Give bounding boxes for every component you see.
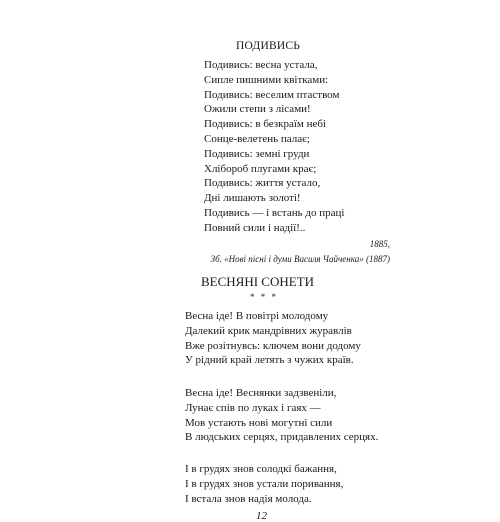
- stanza-line: Весна іде! Веснянки задзвеніли,: [185, 387, 337, 399]
- poem-line: Подивись: життя устало,: [204, 177, 321, 190]
- poem-line: Хлібороб плугами крає;: [204, 162, 317, 175]
- stanza: [185, 309, 361, 368]
- stanza-line: І встала знов надія молода.: [185, 492, 312, 505]
- poem-date: 1885,: [369, 239, 390, 249]
- poem-line: Сонце-велетень палає;: [204, 132, 310, 145]
- poem-line: Дні лишають золоті!: [204, 192, 301, 205]
- poem-title: ПОДИВИСЬ: [236, 40, 301, 52]
- section-title: ВЕСНЯНІ СОНЕТИ: [201, 274, 315, 289]
- asterism-separator: * * *: [250, 292, 278, 302]
- poem-line: Ожили степи з лісами!: [204, 103, 311, 116]
- stanza-line: І в грудях знов солодкі бажання,: [185, 463, 337, 475]
- poem-line: Подивись: веселим птаством: [204, 88, 340, 101]
- poem-line: Подивись — і встань до праці: [204, 206, 345, 219]
- stanza: [185, 386, 378, 445]
- poem-source: Зб. «Нові пісні і думи Василя Чайченка» (1887): [210, 254, 390, 264]
- stanza-line: І в грудях знов устали поривання,: [185, 477, 344, 490]
- stanza-line: Мов устають нові могутні сили: [185, 416, 333, 429]
- page-number: 12: [256, 510, 267, 522]
- poem-line: Подивись: земні груди: [204, 147, 310, 160]
- stanza-line: Далекий крик мандрівних журавлів: [185, 324, 352, 337]
- stanza-line: Вже розітнувсь: ключем вони додому: [185, 339, 361, 352]
- stanza-line: Лунає спів по луках і гаях —: [185, 401, 321, 414]
- poem-line: Подивись: весна устала,: [204, 59, 318, 71]
- poem-line: Подивись: в безкраїм небі: [204, 118, 327, 131]
- stanza-line: У рідний край летять з чужих країв.: [185, 354, 354, 367]
- poem-line: Сипле пишними квітками:: [204, 73, 329, 86]
- poem-body: [204, 58, 344, 236]
- poem-line: Повний сили і надії!..: [204, 221, 306, 234]
- stanza-line: В людських серцях, придавлених серцях.: [185, 431, 379, 444]
- stanza-line: Весна іде! В повітрі молодому: [185, 310, 329, 322]
